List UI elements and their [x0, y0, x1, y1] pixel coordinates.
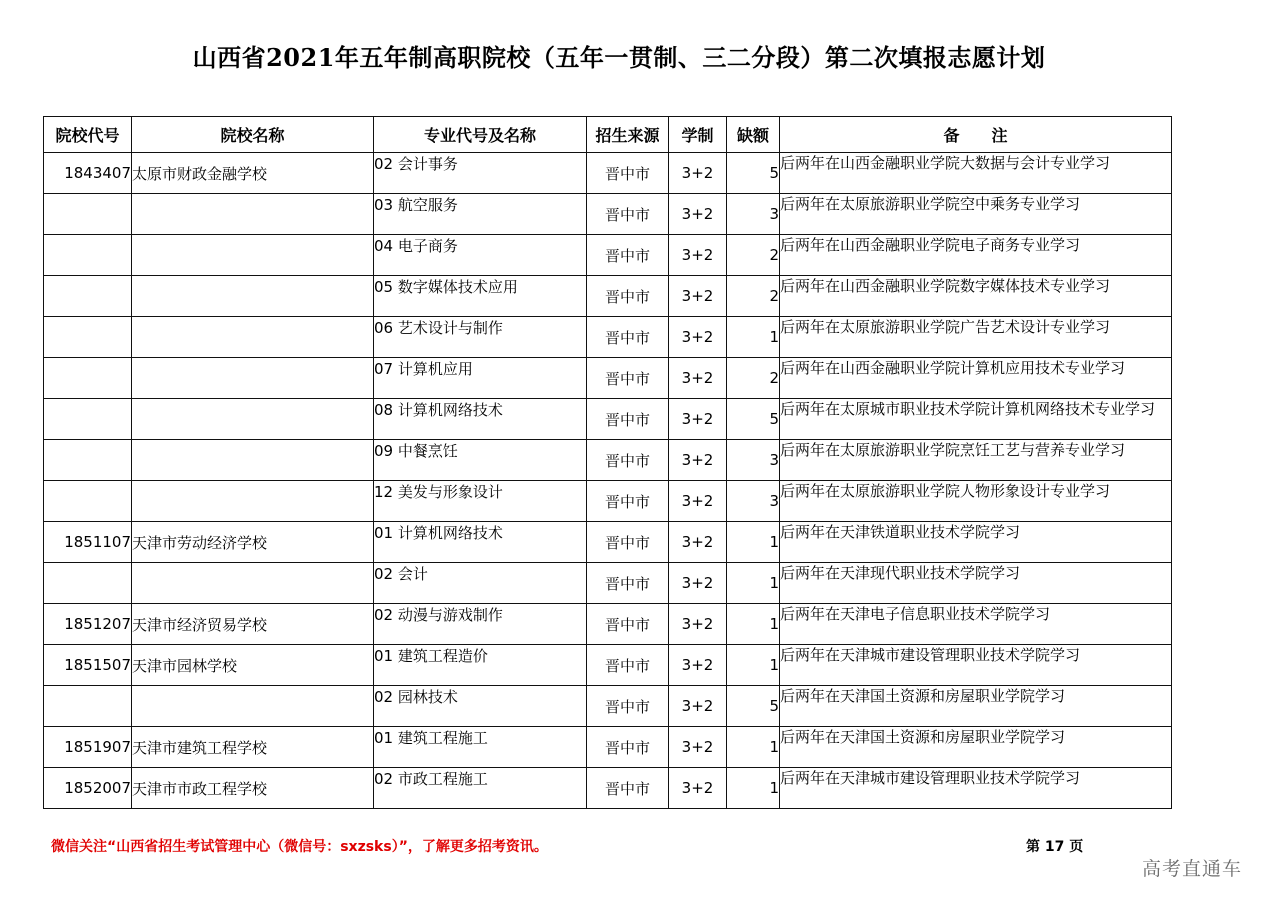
major-cell: 12 美发与形象设计 — [374, 481, 587, 522]
source-cell: 晋中市 — [587, 194, 669, 235]
major-cell: 02 动漫与游戏制作 — [374, 604, 587, 645]
major-cell: 02 园林技术 — [374, 686, 587, 727]
vacancy-cell: 3 — [727, 194, 780, 235]
note-cell: 后两年在太原城市职业技术学院计算机网络技术专业学习 — [780, 399, 1172, 440]
system-cell: 3+2 — [669, 317, 727, 358]
note-cell: 后两年在太原旅游职业学院人物形象设计专业学习 — [780, 481, 1172, 522]
header-school-name: 院校名称 — [132, 117, 374, 153]
vacancy-cell: 5 — [727, 399, 780, 440]
table-row — [44, 440, 1172, 481]
school-code-cell — [44, 317, 132, 358]
system-cell: 3+2 — [669, 686, 727, 727]
vacancy-cell: 1 — [727, 563, 780, 604]
school-name-cell: 天津市建筑工程学校 — [132, 727, 374, 768]
enrollment-plan-table — [43, 116, 1172, 809]
table-row — [44, 563, 1172, 604]
note-cell: 后两年在天津城市建设管理职业技术学院学习 — [780, 768, 1172, 809]
table-header-row — [44, 117, 1172, 153]
vacancy-cell: 2 — [727, 358, 780, 399]
note-cell: 后两年在天津现代职业技术学院学习 — [780, 563, 1172, 604]
system-cell: 3+2 — [669, 153, 727, 194]
major-cell: 02 会计 — [374, 563, 587, 604]
header-note: 备 注 — [780, 117, 1172, 153]
school-code-cell: 1852007 — [44, 768, 132, 809]
school-name-cell: 天津市劳动经济学校 — [132, 522, 374, 563]
major-cell: 02 会计事务 — [374, 153, 587, 194]
source-cell: 晋中市 — [587, 317, 669, 358]
source-cell: 晋中市 — [587, 235, 669, 276]
header-major: 专业代号及名称 — [374, 117, 587, 153]
school-name-cell: 天津市园林学校 — [132, 645, 374, 686]
vacancy-cell: 5 — [727, 153, 780, 194]
page-title: 山西省2021年五年制高职院校（五年一贯制、三二分段）第二次填报志愿计划 — [192, 43, 1046, 72]
source-cell: 晋中市 — [587, 522, 669, 563]
major-cell: 03 航空服务 — [374, 194, 587, 235]
school-code-cell — [44, 440, 132, 481]
school-name-cell — [132, 481, 374, 522]
school-code-cell — [44, 194, 132, 235]
source-cell: 晋中市 — [587, 358, 669, 399]
vacancy-cell: 2 — [727, 276, 780, 317]
source-cell: 晋中市 — [587, 563, 669, 604]
school-name-cell — [132, 317, 374, 358]
major-cell: 02 市政工程施工 — [374, 768, 587, 809]
system-cell: 3+2 — [669, 645, 727, 686]
school-name-cell — [132, 358, 374, 399]
table-row — [44, 481, 1172, 522]
table-row — [44, 686, 1172, 727]
vacancy-cell: 1 — [727, 317, 780, 358]
table-row — [44, 399, 1172, 440]
school-code-cell — [44, 276, 132, 317]
major-cell: 01 计算机网络技术 — [374, 522, 587, 563]
header-school-code: 院校代号 — [44, 117, 132, 153]
vacancy-cell: 1 — [727, 768, 780, 809]
note-cell: 后两年在天津国土资源和房屋职业学院学习 — [780, 727, 1172, 768]
table-row — [44, 727, 1172, 768]
vacancy-cell: 3 — [727, 440, 780, 481]
source-cell: 晋中市 — [587, 440, 669, 481]
school-code-cell — [44, 235, 132, 276]
vacancy-cell: 5 — [727, 686, 780, 727]
system-cell: 3+2 — [669, 235, 727, 276]
major-cell: 01 建筑工程造价 — [374, 645, 587, 686]
major-cell: 08 计算机网络技术 — [374, 399, 587, 440]
system-cell: 3+2 — [669, 194, 727, 235]
school-code-cell — [44, 686, 132, 727]
header-source: 招生来源 — [587, 117, 669, 153]
school-code-cell: 1851507 — [44, 645, 132, 686]
vacancy-cell: 1 — [727, 604, 780, 645]
header-vacancy: 缺额 — [727, 117, 780, 153]
note-cell: 后两年在山西金融职业学院计算机应用技术专业学习 — [780, 358, 1172, 399]
major-cell: 05 数字媒体技术应用 — [374, 276, 587, 317]
table-row — [44, 604, 1172, 645]
table-row — [44, 153, 1172, 194]
system-cell: 3+2 — [669, 522, 727, 563]
source-cell: 晋中市 — [587, 727, 669, 768]
note-cell: 后两年在太原旅游职业学院空中乘务专业学习 — [780, 194, 1172, 235]
page-number: 第 17 页 — [1026, 839, 1084, 855]
school-name-cell: 天津市经济贸易学校 — [132, 604, 374, 645]
major-cell: 01 建筑工程施工 — [374, 727, 587, 768]
note-cell: 后两年在山西金融职业学院大数据与会计专业学习 — [780, 153, 1172, 194]
school-name-cell — [132, 563, 374, 604]
vacancy-cell: 1 — [727, 727, 780, 768]
note-cell: 后两年在山西金融职业学院数字媒体技术专业学习 — [780, 276, 1172, 317]
school-name-cell — [132, 276, 374, 317]
note-cell: 后两年在天津铁道职业技术学院学习 — [780, 522, 1172, 563]
system-cell: 3+2 — [669, 563, 727, 604]
note-cell: 后两年在太原旅游职业学院烹饪工艺与营养专业学习 — [780, 440, 1172, 481]
source-cell: 晋中市 — [587, 276, 669, 317]
major-cell: 06 艺术设计与制作 — [374, 317, 587, 358]
note-cell: 后两年在天津电子信息职业技术学院学习 — [780, 604, 1172, 645]
school-name-cell — [132, 399, 374, 440]
note-cell: 后两年在天津城市建设管理职业技术学院学习 — [780, 645, 1172, 686]
source-cell: 晋中市 — [587, 768, 669, 809]
note-cell: 后两年在太原旅游职业学院广告艺术设计专业学习 — [780, 317, 1172, 358]
source-cell: 晋中市 — [587, 153, 669, 194]
major-cell: 04 电子商务 — [374, 235, 587, 276]
table-row — [44, 645, 1172, 686]
table-row — [44, 317, 1172, 358]
wechat-follow-note: 微信关注“山西省招生考试管理中心（微信号：sxzsks）”，了解更多招考资讯。 — [51, 839, 548, 855]
table-row — [44, 358, 1172, 399]
major-cell: 07 计算机应用 — [374, 358, 587, 399]
note-cell: 后两年在山西金融职业学院电子商务专业学习 — [780, 235, 1172, 276]
school-name-cell — [132, 235, 374, 276]
vacancy-cell: 1 — [727, 645, 780, 686]
school-code-cell — [44, 399, 132, 440]
school-code-cell: 1851107 — [44, 522, 132, 563]
vacancy-cell: 3 — [727, 481, 780, 522]
source-cell: 晋中市 — [587, 399, 669, 440]
system-cell: 3+2 — [669, 727, 727, 768]
watermark: 高考直通车 — [1142, 858, 1243, 880]
source-cell: 晋中市 — [587, 645, 669, 686]
table-row — [44, 194, 1172, 235]
source-cell: 晋中市 — [587, 686, 669, 727]
system-cell: 3+2 — [669, 276, 727, 317]
school-code-cell: 1843407 — [44, 153, 132, 194]
school-code-cell: 1851907 — [44, 727, 132, 768]
table-row — [44, 522, 1172, 563]
school-name-cell — [132, 686, 374, 727]
table-body — [44, 153, 1172, 809]
school-code-cell — [44, 358, 132, 399]
school-code-cell — [44, 563, 132, 604]
school-name-cell — [132, 440, 374, 481]
source-cell: 晋中市 — [587, 604, 669, 645]
school-code-cell — [44, 481, 132, 522]
system-cell: 3+2 — [669, 399, 727, 440]
vacancy-cell: 1 — [727, 522, 780, 563]
school-name-cell: 天津市市政工程学校 — [132, 768, 374, 809]
header-system: 学制 — [669, 117, 727, 153]
system-cell: 3+2 — [669, 768, 727, 809]
school-name-cell — [132, 194, 374, 235]
major-cell: 09 中餐烹饪 — [374, 440, 587, 481]
school-code-cell: 1851207 — [44, 604, 132, 645]
vacancy-cell: 2 — [727, 235, 780, 276]
table-row — [44, 276, 1172, 317]
system-cell: 3+2 — [669, 440, 727, 481]
table-row — [44, 768, 1172, 809]
system-cell: 3+2 — [669, 481, 727, 522]
note-cell: 后两年在天津国土资源和房屋职业学院学习 — [780, 686, 1172, 727]
system-cell: 3+2 — [669, 604, 727, 645]
table-row — [44, 235, 1172, 276]
school-name-cell: 太原市财政金融学校 — [132, 153, 374, 194]
source-cell: 晋中市 — [587, 481, 669, 522]
system-cell: 3+2 — [669, 358, 727, 399]
